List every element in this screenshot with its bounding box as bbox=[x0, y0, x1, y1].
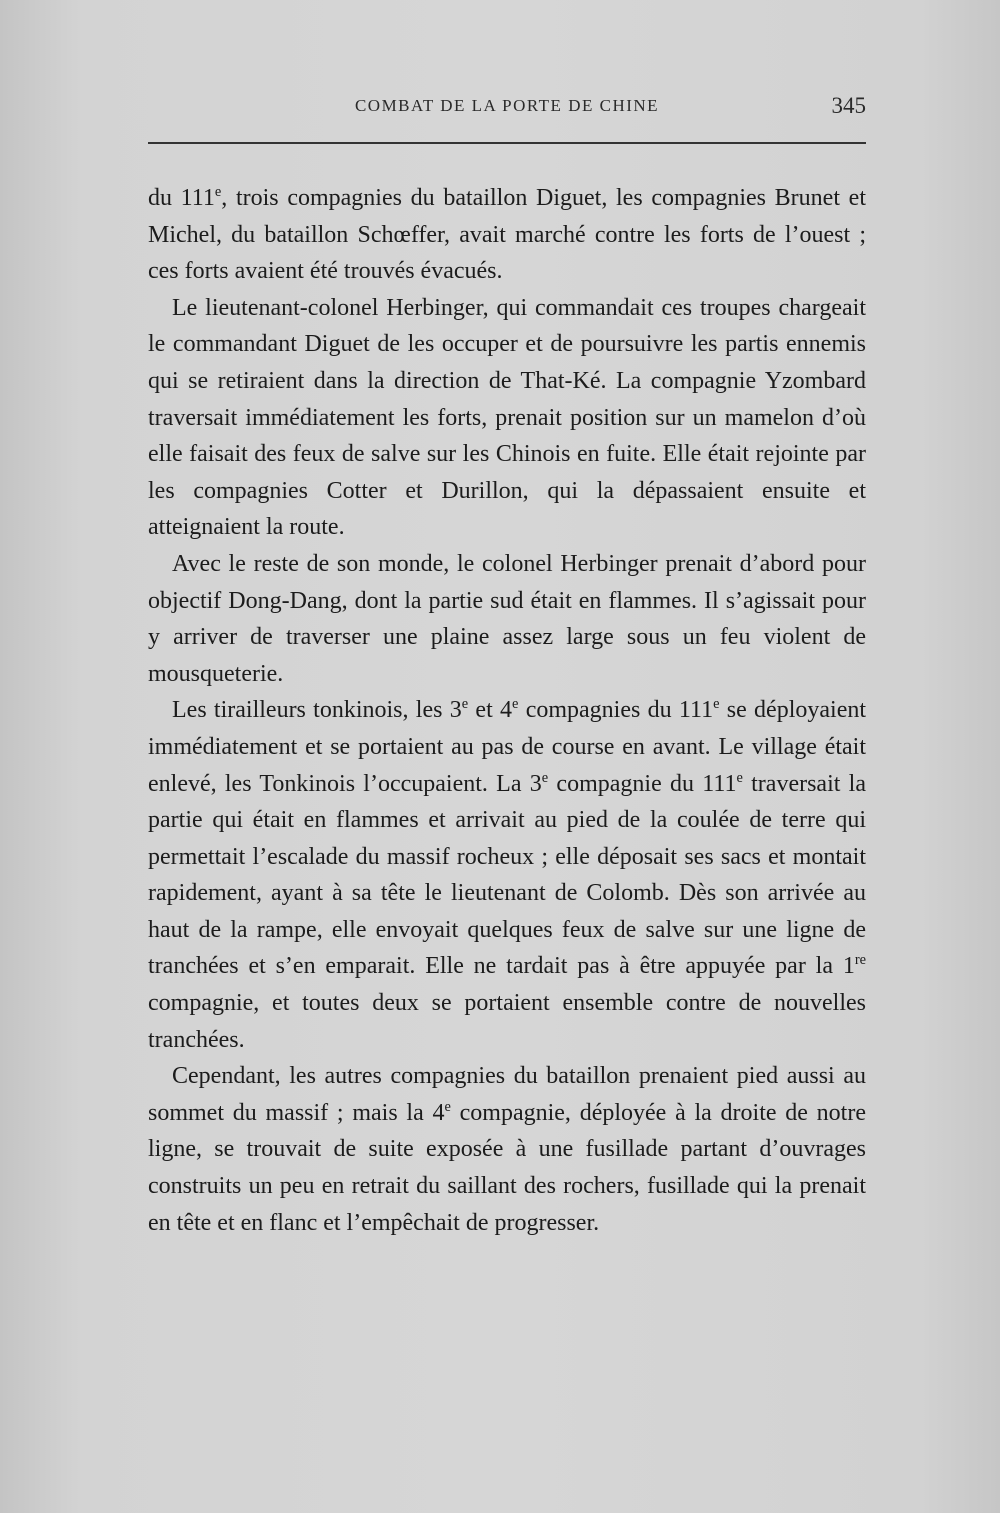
text-run: et 4 bbox=[468, 697, 513, 724]
superscript: e bbox=[541, 769, 549, 786]
body-text bbox=[148, 180, 866, 1241]
text-run: Le lieutenant-colonel Herbinger, qui commandait ces troupes chargeait le commandant Diguet de les occuper et de poursuivre les partis ennemis qui se retiraient dans la direction de That-Ké. La compagnie Yzombard traversait immédiatement les forts, prenait position sur un mamelon d’où elle faisait des feux de salve sur les Chinois en fuite. Elle était rejointe par les compagnies Cotter et Durillon, qui la dépassaient ensuite et atteignaient la route. bbox=[148, 294, 866, 541]
text-run: du 111 bbox=[148, 185, 215, 211]
text-run: compagnie, et toutes deux se portaient ensemble contre de nouvelles tranchées. bbox=[148, 990, 866, 1053]
text-run: compagnies du 111 bbox=[518, 697, 714, 724]
text-run: Cependant, les autres compagnies du bataillon prenaient pied aussi au sommet du massif ; mais la 4 bbox=[148, 1063, 866, 1126]
superscript: e bbox=[713, 696, 720, 713]
superscript: re bbox=[854, 952, 866, 969]
text-run: Les tirailleurs tonkinois, les 3 bbox=[172, 697, 462, 724]
running-title: COMBAT DE LA PORTE DE CHINE bbox=[354, 96, 660, 115]
paragraph bbox=[148, 1058, 866, 1241]
text-run: compagnie du 111 bbox=[548, 770, 737, 797]
paragraph bbox=[148, 180, 866, 290]
header-rule bbox=[148, 142, 866, 144]
paragraph bbox=[148, 546, 866, 692]
text-run: Avec le reste de son monde, le colonel Herbinger prenait d’abord pour objectif Dong-Dang, dont la partie sud était en flammes. Il s’agissait pour y arriver de traverser une plaine assez large sous un feu violent de mousqueterie. bbox=[148, 550, 866, 687]
superscript: e bbox=[512, 696, 519, 713]
page-number: 345 bbox=[831, 93, 866, 118]
superscript: e bbox=[214, 184, 222, 200]
superscript: e bbox=[444, 1098, 451, 1115]
superscript: e bbox=[461, 696, 469, 713]
text-run: se déployaient immédiatement et se portaient au pas de course en avant. Le village était enlevé, les Tonkinois l’occupaient. La 3 bbox=[148, 697, 867, 797]
paragraph bbox=[148, 692, 866, 1058]
superscript: e bbox=[736, 769, 743, 786]
text-run: , trois compagnies du bataillon Diguet, les compagnies Brunet et Michel, du bataillon Schœffer, avait marché contre les forts de l’ouest ; ces forts avaient été trouvés évacués. bbox=[148, 185, 867, 285]
paragraph bbox=[148, 290, 866, 546]
text-run: traversait la partie qui était en flammes et arrivait au pied de la coulée de terre qui permettait l’escalade du massif rocheux ; elle déposait ses sacs et montait rapidement, ayant à sa tête le lieutenant de Colomb. Dès son arrivée au haut de la rampe, elle envoyait quelques feux de salve sur une ligne de tranchées et s’en emparait. Elle ne tardait pas à être appuyée par la 1 bbox=[148, 770, 866, 980]
running-head bbox=[148, 93, 866, 126]
text-run: compagnie, déployée à la droite de notre ligne, se trouvait de suite exposée à une fusillade partant d’ouvrages construits un peu en retrait du saillant des rochers, fusillade qui la prenait en tête et en flanc et l’empêchait de progresser. bbox=[148, 1099, 866, 1236]
